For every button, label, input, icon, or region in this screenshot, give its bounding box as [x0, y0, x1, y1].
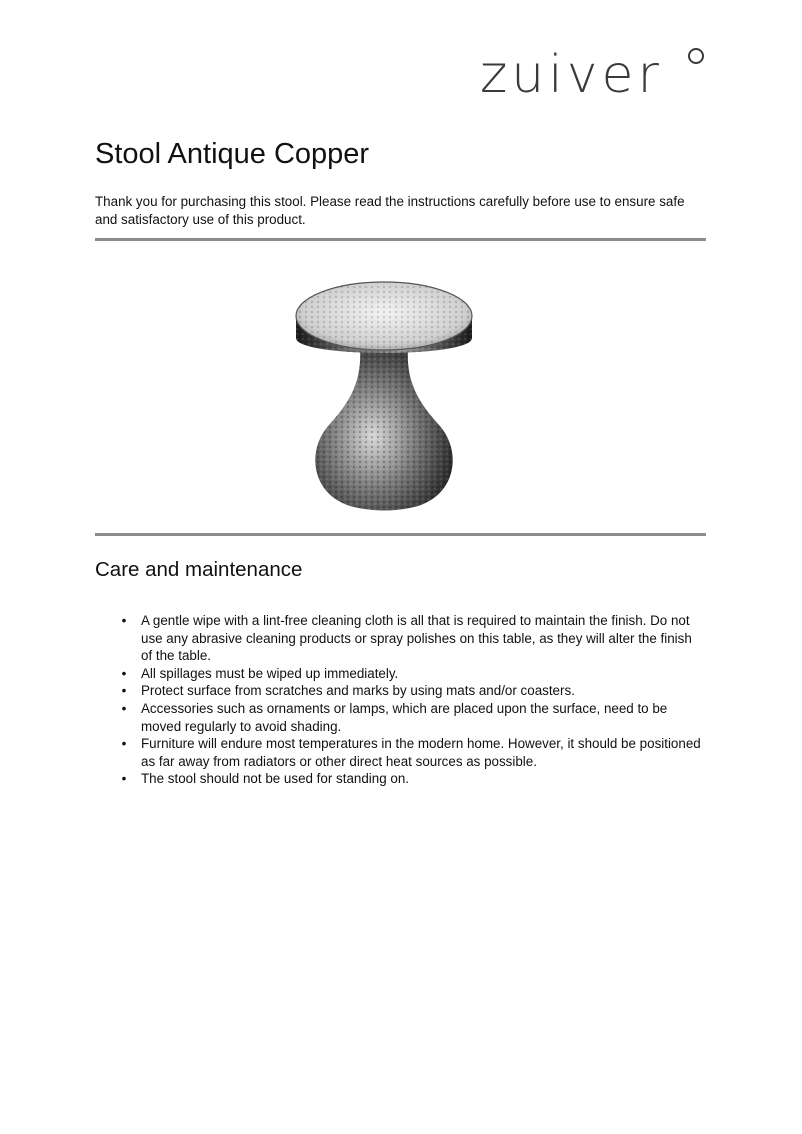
list-item: [121, 612, 701, 665]
page-title: Stool Antique Copper: [95, 138, 370, 170]
list-item-text: Furniture will endure most temperatures in the modern home. However, it should be positioned as far away from radiators or other direct heat sources as possible.: [141, 736, 701, 769]
list-item: [121, 682, 701, 700]
divider-bottom: [95, 533, 706, 536]
list-item: [121, 700, 701, 735]
bullet-icon: •: [121, 736, 127, 752]
list-item-text: All spillages must be wiped up immediately.: [141, 665, 399, 681]
brand-logo-ring: [688, 48, 704, 64]
bullet-icon: •: [121, 700, 127, 716]
divider-top: [95, 238, 706, 241]
bullet-icon: •: [121, 771, 127, 787]
bullet-icon: •: [121, 665, 127, 681]
list-item: [121, 735, 701, 770]
bullet-icon: •: [121, 683, 127, 699]
list-item: [121, 770, 701, 788]
care-heading: Care and maintenance: [95, 558, 303, 581]
list-item-text: The stool should not be used for standing on.: [141, 771, 409, 787]
list-item-text: Protect surface from scratches and marks by using mats and/or coasters.: [141, 683, 575, 699]
stool-image: [292, 280, 476, 512]
list-item-text: Accessories such as ornaments or lamps, which are placed upon the surface, need to be moved regularly to avoid shading.: [141, 700, 668, 734]
list-item: [121, 665, 701, 683]
brand-logo: [478, 44, 710, 106]
brand-logo-wordmark: zuiver: [480, 45, 663, 105]
bullet-icon: •: [121, 613, 127, 628]
intro-text: Thank you for purchasing this stool. Please read the instructions carefully before use to ensure safe and satisfactory use of this product.: [95, 194, 685, 227]
list-item-text: A gentle wipe with a lint-free cleaning cloth is all that is required to maintain the finish. Do not use any abrasive cleaning products or spray polishes on this table, as they will alter the finish of the table.: [141, 613, 692, 664]
care-list: [121, 612, 701, 788]
